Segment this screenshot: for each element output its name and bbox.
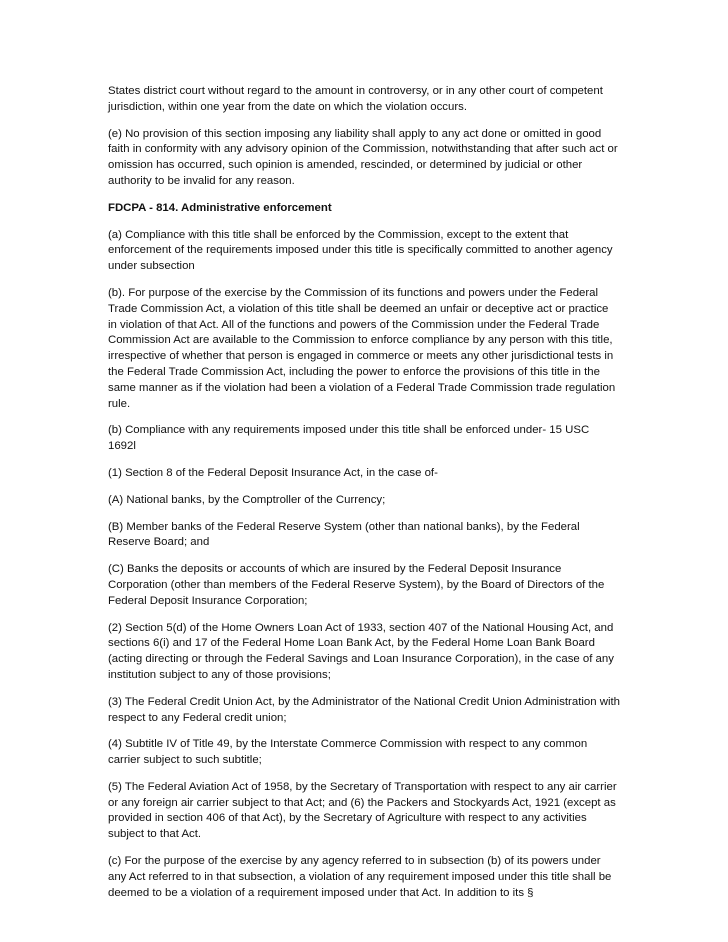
paragraph-A-national-banks: (A) National banks, by the Comptroller of the Currency;	[108, 493, 386, 506]
paragraph-b-compliance-under: (b) Compliance with any requirements imposed under this title shall be enforced under- 15 USC 1692l	[108, 424, 590, 453]
paragraph-b-commission-powers: (b). For purpose of the exercise by the Commission of its functions and powers under the Federal Trade Commission Act, a violation of this title shall be deemed an unfair or deceptive act or practice in violation of that Act. All of the functions and powers of the Commission under the Federal Trade Commission Act are available to the Commission to enforce compliance by any person with this title, irrespective of whether that person is engaged in commerce or meets any other jurisdictional tests in the Federal Trade Commission Act, including the power to enforce the provisions of this title in the same manner as if the violation had been a violation of a Federal Trade Commission trade regulation rule.	[108, 286, 616, 410]
paragraph-4-interstate-commerce: (4) Subtitle IV of Title 49, by the Interstate Commerce Commission with respect to any common carrier subject to such subtitle;	[108, 738, 588, 767]
paragraph-c-agency-powers: (c) For the purpose of the exercise by any agency referred to in subsection (b) of its powers under any Act referred to in that subsection, a violation of any requirement imposed under this title shall be deemed to be a violation of a requirement imposed under that Act. In addition to its §	[108, 855, 612, 899]
paragraph-2-home-owners-loan: (2) Section 5(d) of the Home Owners Loan Act of 1933, section 407 of the National Housing Act, and sections 6(i) and 17 of the Federal Home Loan Bank Act, by the Federal Home Loan Bank Board (acting directing or through the Federal Savings and Loan Insurance Corporation), in the case of any institution subject to any of those provisions;	[108, 621, 614, 681]
document-page	[108, 84, 620, 912]
paragraph-C-insured-banks: (C) Banks the deposits or accounts of which are insured by the Federal Deposit Insurance Corporation (other than members of the Federal Reserve System), by the Board of Directors of the Federal Deposit Insurance Corporation;	[108, 563, 605, 607]
paragraph-B-member-banks: (B) Member banks of the Federal Reserve System (other than national banks), by the Federal Reserve Board; and	[108, 520, 580, 549]
paragraph-5-aviation-act: (5) The Federal Aviation Act of 1958, by the Secretary of Transportation with respect to any air carrier or any foreign air carrier subject to that Act; and (6) the Packers and Stockyards Act, 1921 (except as provided in section 406 of that Act), by the Secretary of Agriculture with respect to any activities subject to that Act.	[108, 780, 617, 841]
paragraph-3-credit-union: (3) The Federal Credit Union Act, by the Administrator of the National Credit Union Administration with respect to any Federal credit union;	[108, 695, 620, 724]
paragraph-court-jurisdiction: States district court without regard to the amount in controversy, or in any other court of competent jurisdiction, within one year from the date on which the violation occurs.	[108, 85, 603, 113]
paragraph-e-advisory-opinion: (e) No provision of this section imposing any liability shall apply to any act done or omitted in good faith in conformity with any advisory opinion of the Commission, notwithstanding that after such act or omission has occurred, such opinion is amended, rescinded, or determined by judicial or other authority to be invalid for any reason.	[108, 127, 618, 187]
paragraph-1-fdic-act: (1) Section 8 of the Federal Deposit Insurance Act, in the case of-	[108, 466, 438, 479]
section-heading: FDCPA - 814. Administrative enforcement	[108, 201, 332, 214]
paragraph-a-compliance: (a) Compliance with this title shall be enforced by the Commission, except to the extent that enforcement of the requirements imposed under this title is specifically committed to another agency under subsection	[108, 228, 613, 273]
